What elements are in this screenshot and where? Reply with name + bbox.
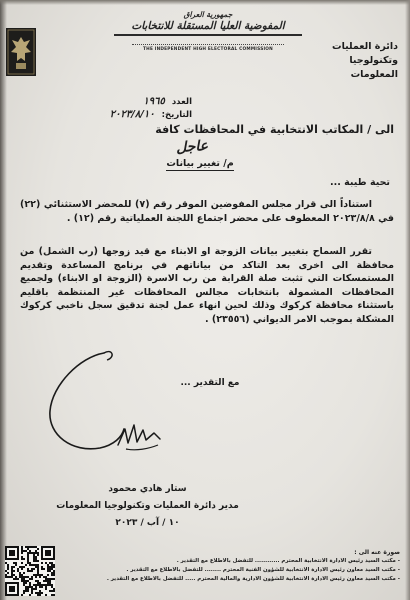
- reference-date-value: ٢٠٢٣/٨/١٠: [109, 109, 155, 120]
- greeting: تحية طيبة ...: [330, 177, 390, 188]
- closing: مع التقدير ...: [180, 378, 240, 388]
- signatory-name: ستار هادي محمود: [108, 484, 187, 494]
- signatory-title: مدير دائرة العمليات وتكنولوجيا المعلومات: [56, 501, 239, 511]
- qr-code-icon: [5, 546, 55, 596]
- subject-text: م/ تغيير بيانات: [166, 158, 234, 169]
- copies-item: - مكتب السيد رئيس الادارة الانتخابية المحترم ............ للتفضل بالاطلاع مع التقدير .: [176, 558, 400, 564]
- department-name-line2: المعلومات: [350, 69, 398, 80]
- reference-number-label: العدد: [171, 97, 192, 107]
- copies-item: - مكتب السيد معاون رئيس الادارة الانتخابية للشؤون الفنية المحترم ........ للتفضل بالاطلاع مع التقدير .: [126, 567, 400, 573]
- reference-date-label: التاريخ:: [161, 110, 192, 120]
- copies-item: - مكتب السيد معاون رئيس الادارة الانتخابية للشؤون الادارية والمالية المحترم ..... للتفضل بالاطلاع مع التقدير .: [106, 576, 400, 582]
- urgent-note: عاجل: [175, 137, 209, 157]
- iraq-emblem-icon: [6, 28, 36, 76]
- department-name-line1: دائرة العمليات وتكنولوجيا: [332, 41, 398, 66]
- reference-number-value: ١٩٦٥: [143, 96, 165, 107]
- copies-heading: صورة عنه الى :: [354, 549, 400, 556]
- scan-edge-left: [0, 0, 7, 600]
- reference-date: [92, 109, 192, 120]
- body-paragraph-1: استناداً الى قرار مجلس المفوضين الموقر رقم (٧) للمحضر الاستثنائي (٢٢) في ٢٠٢٣/٨/٨ المعطوف على محضر اجتماع اللجنة العملياتية رقم (١٢) .: [20, 199, 394, 224]
- logo-commission-name-en: THE INDEPENDENT HIGH ELECTORAL COMMISSION: [143, 47, 273, 52]
- commission-logo: [108, 10, 308, 52]
- reference-number: [92, 96, 192, 107]
- signatory-block: [55, 481, 240, 532]
- scan-edge-right: [405, 0, 410, 600]
- logo-commission-name: المفوضية العليا المستقلة للانتخابات: [114, 20, 302, 36]
- copies-to: [62, 548, 400, 584]
- logo-divider: [132, 38, 284, 45]
- addressee: الى / المكاتب الانتخابية في المحافظات كافة: [155, 123, 394, 136]
- body-paragraph-2: تقرر السماح بتغيير بيانات الزوجة او الابناء مع قيد زوجها (رب الشمل) من محافظة الى اخرى بعد التاكد من بياناتهم في برنامج المساعدة وتقديم المستمسكات التي تثبت صلة القرابة من رب الاسرة (الزوجة او الابناء) ولجميع المحافظات المشمولة بانتخابات مجالس المحافظات غير المنتظمة باقليم باستثناء محافظة كركوك وذلك لحين انهاء عمل لجنة تدقيق سجل ناخبي كركوك المشكلة بموجب الامر الديواني (٢٣٥٥٦) .: [20, 246, 394, 325]
- handwritten-signature: [42, 345, 167, 463]
- scan-edge-top: [0, 0, 410, 5]
- signature-date: ١٠ / آب / ٢٠٢٣: [115, 518, 180, 528]
- subject-line: [150, 158, 250, 169]
- logo-country-name: جمهورية العراق: [183, 10, 233, 19]
